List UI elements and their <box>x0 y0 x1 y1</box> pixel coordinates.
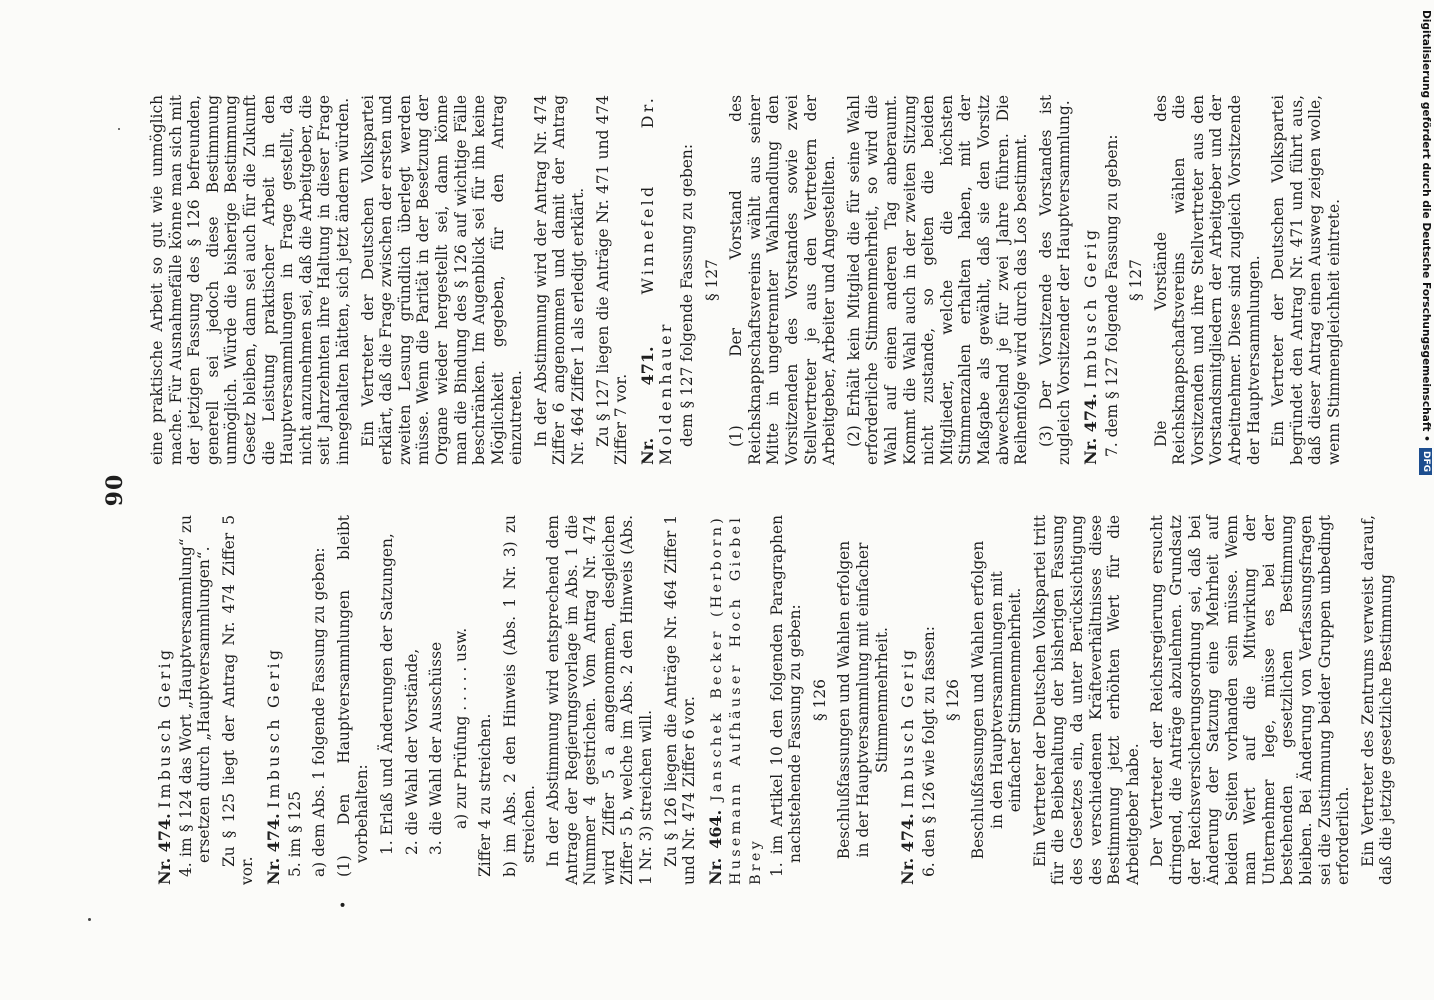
list-item: a) zur Prüfung . . . . . usw. <box>451 627 470 829</box>
section-sign: § 127 <box>1127 259 1146 301</box>
section-sign: § 127 <box>702 259 721 301</box>
paragraph: 7. dem § 127 folgende Fassung zu geben: <box>1102 134 1121 457</box>
motion-authors: Imbusch Gerig <box>1080 226 1100 389</box>
paragraph: 6. den § 126 wie folgt zu fassen: <box>919 626 938 877</box>
left-column <box>148 515 1402 909</box>
motion-number: Nr. 474. <box>1080 393 1100 465</box>
paragraph: Ein Vertreter der Deutschen Volkspartei tritt für die Beibehaltung der bisherigen Fassung des Gesetzes ein, da unter Berücksichtigung des verschiedenen Kräfteverhältnisses diese Bestimmung jetzt erhöhten Wert für die Arbeitgeber habe. <box>1030 515 1142 885</box>
paragraph: 1. im Artikel 10 den folgenden Paragraphen nachstehende Fassung zu geben: <box>767 515 805 877</box>
paragraph: Ein Vertreter der Deutschen Volkspartei begründet den Antrag Nr. 471 und führt aus, daß dieser Antrag einen Ausweg zeigen wolle, wenn Stimmengleichheit eintrete. <box>1269 95 1344 465</box>
paragraph: Der Vertreter der Reichsregierung ersucht dringend, die Anträge abzulehnen. Grundsatz der Reichsversicherungsordnung sei, daß bei Änderung der Satzung eine Mehrheit auf beiden Seiten vorhanden sein müsse. Wenn man Wert auf die Mitwirkung der Unternehmer lege, müsse es bei der bestehenden gesetzlichen Bestimmung bleiben. Bei Änderung von Verfassungsfragen sei die Zustimmung beider Gruppen unbedingt erforderlich. <box>1148 515 1353 885</box>
motion-number: Nr. 464. <box>705 809 725 885</box>
motion-heading <box>899 515 918 885</box>
paragraph: eine praktische Arbeit so gut wie unmöglich mache. Für Ausnahmefälle könne man sich mit der jetzigen Fassung des § 126 befreunden, generell sei jedoch diese Bestimmung unmöglich. Würde die bisherige Bestimmung Gesetz bleiben, dann sei auch für die Zukunft die Leistung praktischer Arbeit in den Hauptversammlungen in Frage gestellt, da nicht anzunehmen sei, daß die Arbeitgeber, die seit Jahrzehnten ihre Haltung in dieser Frage innegehalten hätten, sich jetzt ändern würden. <box>148 95 352 465</box>
scan-speck <box>88 918 91 921</box>
list-item: 1. Erlaß und Änderungen der Satzungen, <box>377 533 396 855</box>
list-item: 3. die Wahl der Ausschüsse <box>427 641 446 855</box>
paragraph: Beschlußfassungen und Wahlen erfolgen in den Hauptversammlungen mit einfacher Stimmenmehrheit. <box>968 540 1025 860</box>
rotated-document-page <box>102 95 1396 909</box>
digitization-credit <box>1417 10 1434 985</box>
list-item: 2. die Wahl der Vorstände, <box>402 648 421 855</box>
paragraph: dem § 127 folgende Fassung zu geben: <box>678 143 697 447</box>
page-number: 90 <box>102 473 128 507</box>
digitization-credit-text-wrapper <box>1417 10 1434 985</box>
motion-authors: Imbusch Gerig <box>155 646 174 809</box>
paragraph: Zu § 125 liegt der Antrag Nr. 474 Ziffer 5 vor. <box>219 515 257 885</box>
motion-number: Nr. 474. <box>263 813 283 885</box>
right-column <box>148 95 1350 465</box>
motion-heading <box>639 95 676 465</box>
motion-heading <box>707 515 766 885</box>
motion-number: Nr. 474. <box>898 813 918 885</box>
paragraph: (3) Der Vorsitzende des Vorstandes ist zugleich Vorsitzender der Hauptversammlung. <box>1036 95 1074 465</box>
paragraph: Zu § 127 liegen die Anträge Nr. 471 und 474 Ziffer 7 vor. <box>593 95 631 465</box>
motion-heading <box>156 515 175 885</box>
paragraph: b) im Abs. 2 den Hinweis (Abs. 1 Nr. 3) zu streichen. <box>500 515 538 877</box>
paragraph: Beschlußfassungen und Wahlen erfolgen in der Hauptversammlung mit einfacher Stimmenmehrheit. <box>835 540 891 860</box>
paragraph: (2) Erhält kein Mitglied die für seine Wahl erforderliche Stimmenmehrheit, so wird die Wahl auf einen anderen Tag anberaumt. Kommt die Wahl auch in der zweiten Sitzung nicht zustande, so gelten die beiden Mitglieder, welche die höchsten Stimmenzahlen erhalten haben, mit der Maßgabe als gewählt, daß sie den Vorsitz abwechselnd je für zwei Jahre führen. Die Reihenfolge wird durch das Los bestimmt. <box>844 95 1031 465</box>
paragraph: (1) Der Vorstand des Reichsknappschaftsvereins wählt aus seiner Mitte in ungetrennter Wahlhandlung den Vorsitzenden des Vorstandes sowie zwei Stellvertreter je aus den Vertretern der Arbeitgeber, Arbeiter und Angestellten. <box>727 95 839 465</box>
paragraph: Ein Vertreter der Deutschen Volkspartei erklärt, daß die Frage zwischen der ersten und zweiten Lesung gründlich überlegt werden müsse. Wenn die Parität in der Besetzung der Organe wieder hergestellt sei, dann könne man die Bindung des § 126 auf wichtige Fälle beschränken. Im Augenblick sei für ihn keine Möglichkeit gegeben, für den Antrag einzutreten. <box>358 95 526 465</box>
paragraph: Die Vorstände des Reichsknappschaftsvereins wählen die Vorsitzenden und ihre Stellvertreter aus den Vorstandsmitgliedern der Arbeitgeber und der Arbeitnehmer. Diese sind zugleich Vorsitzende der Hauptversammlungen. <box>1151 95 1263 465</box>
motion-authors: Janschek Becker (Herborn) Husemann Aufhäuser Hoch Giebel Brey <box>708 515 765 885</box>
section-sign: § 126 <box>810 679 829 721</box>
motion-heading <box>265 515 284 885</box>
section-sign: § 126 <box>944 679 963 721</box>
paragraph: In der Abstimmung wird der Antrag Nr. 474 Ziffer 6 angenommen und damit der Antrag Nr. 464 Ziffer 1 als erledigt erklärt. <box>531 95 588 465</box>
paragraph: 4. im § 124 das Wort „Hauptversammlung“ zu ersetzen durch „Hauptversammlungen“. <box>176 515 214 877</box>
paragraph: • (1) Den Hauptversammlungen bleibt vorbehalten: <box>334 515 372 909</box>
motion-heading <box>1082 95 1101 465</box>
paragraph-text: (1) Den Hauptversammlungen bleibt vorbehalten: <box>334 515 372 877</box>
dfg-logo: DFG <box>1420 448 1433 475</box>
paragraph: a) dem Abs. 1 folgende Fassung zu geben: <box>310 547 329 877</box>
paragraph: Ein Vertreter des Zentrums verweist darauf, daß die jetzige gesetzliche Bestimmung <box>1358 515 1396 885</box>
paragraph: In der Abstimmung wird entsprechend dem Antrage der Regierungsvorlage im Abs. 1 die Nummer 4 gestrichen. Vom Antrag Nr. 474 wird Ziffer 5 a angenommen, desgleichen Ziffer 5 b, welche im Abs. 2 den Hinweis (Abs. 1 Nr. 3) streichen will. <box>544 515 656 885</box>
paragraph: 5. im § 125 <box>285 791 304 877</box>
motion-number: Nr. 474. <box>155 813 174 885</box>
motion-authors: Winnefeld Dr. Moldenhauer <box>637 95 676 465</box>
paragraph: Zu § 126 liegen die Anträge Nr. 464 Ziffer 1 und Nr. 474 Ziffer 6 vor. <box>661 515 699 885</box>
motion-authors: Imbusch Gerig <box>898 646 918 809</box>
paragraph: Ziffer 4 zu streichen. <box>476 713 495 877</box>
motion-authors: Imbusch Gerig <box>263 646 283 809</box>
digitization-credit-text: Digitalisierung gefördert durch die Deutsche Forschungsgemeinschaft • <box>1420 10 1432 442</box>
scan-speck <box>118 128 120 130</box>
motion-number: Nr. 471. <box>637 346 657 465</box>
